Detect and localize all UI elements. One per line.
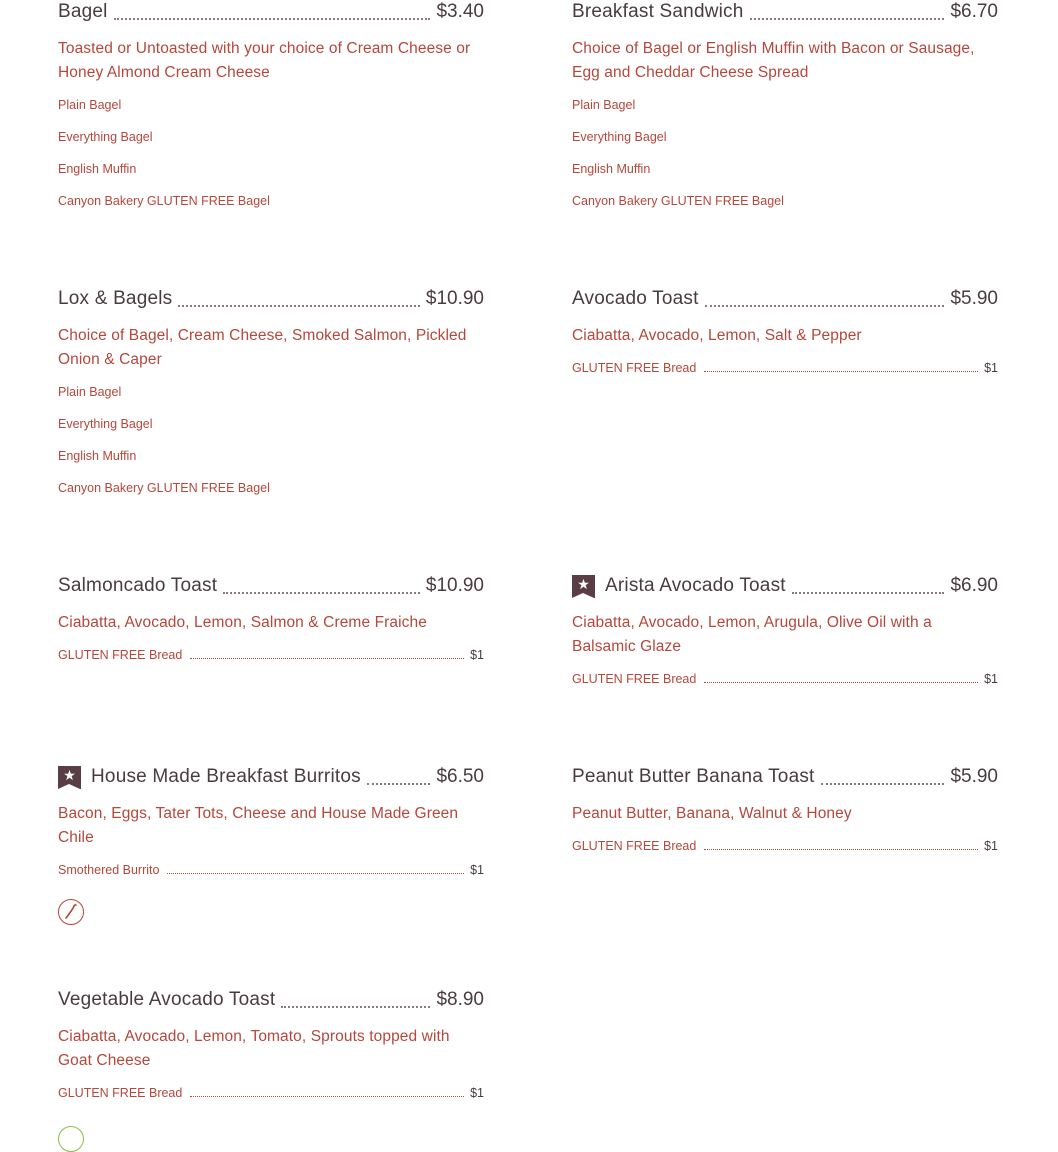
addon-label: GLUTEN FREE Bread: [58, 1086, 183, 1100]
item-title-row: [572, 287, 998, 311]
item-name: Arista Avocado Toast: [605, 575, 786, 596]
option-list: [58, 98, 484, 226]
dot-leader: [223, 592, 420, 594]
item-name: Lox & Bagels: [58, 288, 173, 309]
item-price: $5.90: [950, 288, 998, 309]
option-item[interactable]: Everything Bagel: [572, 130, 667, 144]
option-item[interactable]: Canyon Bakery GLUTEN FREE Bagel: [572, 194, 784, 208]
option-item[interactable]: Plain Bagel: [58, 98, 122, 112]
item-description: Ciabatta, Avocado, Lemon, Salmon & Creme Fraiche: [58, 614, 427, 631]
menu-item-bagel: [58, 0, 484, 226]
dot-leader: [167, 873, 464, 874]
addon-label: GLUTEN FREE Bread: [572, 361, 697, 375]
option-item[interactable]: English Muffin: [572, 162, 651, 176]
menu-item-lox-bagels: [58, 287, 484, 513]
item-description: Peanut Butter, Banana, Walnut & Honey: [572, 805, 852, 822]
menu-item-breakfast-burritos: [58, 765, 484, 925]
dot-leader: [178, 305, 420, 307]
dot-leader: [705, 305, 945, 307]
dot-leader: [367, 783, 431, 785]
item-name: Vegetable Avocado Toast: [58, 989, 276, 1010]
item-name: Salmoncado Toast: [58, 575, 218, 596]
option-list: [58, 385, 484, 513]
addon-row[interactable]: [58, 1086, 484, 1100]
option-item[interactable]: English Muffin: [58, 162, 137, 176]
item-name: Avocado Toast: [572, 288, 699, 309]
item-name: Breakfast Sandwich: [572, 1, 744, 22]
addon-row[interactable]: [58, 648, 484, 662]
addon-row[interactable]: [58, 863, 484, 877]
spicy-pepper-icon: [58, 899, 84, 925]
option-item[interactable]: Canyon Bakery GLUTEN FREE Bagel: [58, 194, 270, 208]
addon-price: $1: [984, 361, 998, 375]
item-title-row: [58, 287, 484, 311]
item-title-row: [572, 765, 998, 789]
item-name: Bagel: [58, 1, 108, 22]
option-item[interactable]: English Muffin: [58, 449, 137, 463]
addon-price: $1: [984, 839, 998, 853]
item-description: Choice of Bagel, Cream Cheese, Smoked Salmon, Pickled Onion & Caper: [58, 327, 467, 368]
item-name: House Made Breakfast Burritos: [91, 766, 361, 787]
dot-leader: [704, 371, 978, 372]
item-description: Ciabatta, Avocado, Lemon, Salt & Pepper: [572, 327, 862, 344]
item-name: Peanut Butter Banana Toast: [572, 766, 815, 787]
item-description: Ciabatta, Avocado, Lemon, Tomato, Sprouts topped with Goat Cheese: [58, 1028, 450, 1069]
menu-item-breakfast-sandwich: [572, 0, 998, 226]
menu-item-salmoncado-toast: [58, 574, 484, 662]
dot-leader: [792, 592, 945, 594]
item-price: $6.70: [950, 1, 998, 22]
addon-label: GLUTEN FREE Bread: [572, 672, 697, 686]
star-badge-icon: [572, 575, 595, 598]
dot-leader: [281, 1006, 430, 1008]
item-description: Bacon, Eggs, Tater Tots, Cheese and House Made Green Chile: [58, 805, 459, 846]
item-description: Ciabatta, Avocado, Lemon, Arugula, Olive Oil with a Balsamic Glaze: [572, 614, 932, 655]
option-list: [572, 98, 998, 226]
dot-leader: [704, 682, 978, 683]
addon-label: Smothered Burrito: [58, 863, 160, 877]
item-title-row: [58, 765, 484, 789]
addon-price: $1: [984, 672, 998, 686]
item-price: $6.50: [436, 766, 484, 787]
item-price: $3.40: [436, 1, 484, 22]
item-description: Toasted or Untoasted with your choice of Cream Cheese or Honey Almond Cream Cheese: [58, 40, 471, 81]
option-item[interactable]: Plain Bagel: [572, 98, 636, 112]
item-price: $10.90: [425, 288, 484, 309]
dot-leader: [821, 783, 945, 785]
item-title-row: [58, 0, 484, 24]
item-price: $6.90: [950, 575, 998, 596]
star-glyph: ★: [63, 766, 76, 783]
addon-label: GLUTEN FREE Bread: [58, 648, 183, 662]
addon-price: $1: [470, 863, 484, 877]
option-item[interactable]: Everything Bagel: [58, 417, 153, 431]
item-price: $8.90: [436, 989, 484, 1010]
option-item[interactable]: Everything Bagel: [58, 130, 153, 144]
menu-item-peanut-butter-banana-toast: [572, 765, 998, 853]
vegetarian-icon: [58, 1126, 84, 1152]
addon-price: $1: [470, 1086, 484, 1100]
addon-row[interactable]: [572, 839, 998, 853]
pepper-glyph: [59, 900, 83, 924]
dot-leader: [190, 658, 464, 659]
dot-leader: [750, 18, 945, 20]
dot-leader: [114, 18, 431, 20]
item-price: $10.90: [425, 575, 484, 596]
item-description: Choice of Bagel or English Muffin with Bacon or Sausage, Egg and Cheddar Cheese Spread: [572, 40, 975, 81]
item-title-row: [572, 574, 998, 598]
dot-leader: [190, 1096, 464, 1097]
option-item[interactable]: Plain Bagel: [58, 385, 122, 399]
menu-item-vegetable-avocado-toast: [58, 988, 484, 1100]
addon-label: GLUTEN FREE Bread: [572, 839, 697, 853]
addon-row[interactable]: [572, 672, 998, 686]
star-glyph: ★: [577, 575, 590, 592]
menu-item-arista-avocado-toast: [572, 574, 998, 686]
addon-price: $1: [470, 648, 484, 662]
menu-item-avocado-toast: [572, 287, 998, 375]
dot-leader: [704, 849, 978, 850]
item-title-row: [58, 988, 484, 1012]
item-price: $5.90: [950, 766, 998, 787]
option-item[interactable]: Canyon Bakery GLUTEN FREE Bagel: [58, 481, 270, 495]
item-title-row: [58, 574, 484, 598]
addon-row[interactable]: [572, 361, 998, 375]
item-title-row: [572, 0, 998, 24]
star-badge-icon: [58, 766, 81, 789]
